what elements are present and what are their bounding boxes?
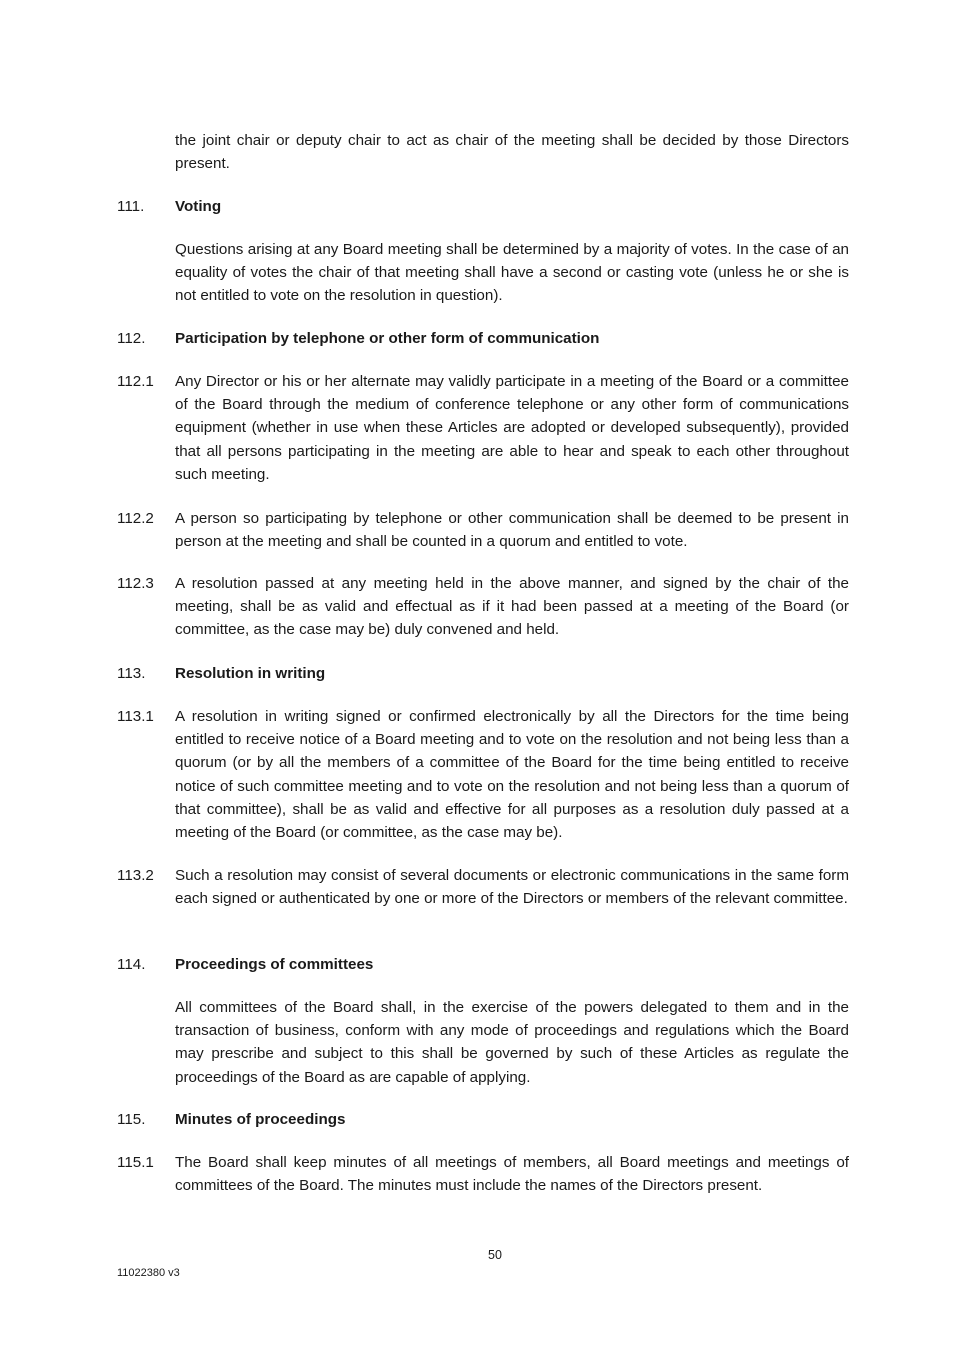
section-heading-resolution-in-writing: Resolution in writing: [175, 665, 326, 682]
clause-text: A resolution passed at any meeting held in the above manner, and signed by the chair of the meeting, shall be as valid and effectual as if it had been passed at a meeting of the Board (or committee, as the case may be) duly convened and held.: [175, 575, 849, 639]
clause-number: 112.3: [117, 575, 154, 592]
clause-text: The Board shall keep minutes of all meetings of members, all Board meetings and meetings of committees of the Board. The minutes must include the names of the Directors present.: [175, 1154, 849, 1195]
clause-text: Any Director or his or her alternate may validly participate in a meeting of the Board or a committee of the Board through the medium of conference telephone or any other form of communications equipment (whether in use when these Articles are adopted or developed subsequently), provided that all persons participating in the meeting are able to hear and speak to each other throughout such meeting.: [175, 373, 849, 483]
clause-number: 112.1: [117, 373, 154, 390]
section-heading-participation: Participation by telephone or other form of communication: [175, 330, 600, 347]
clause-number: 113.1: [117, 708, 154, 725]
clause-text: A person so participating by telephone or other communication shall be deemed to be present in person at the meeting and shall be counted in a quorum and entitled to vote.: [175, 510, 849, 551]
section-number: 112.: [117, 330, 146, 347]
section-heading-proceedings-of-committees: Proceedings of committees: [175, 956, 374, 973]
clause-number: 112.2: [117, 510, 154, 527]
clause-text: A resolution in writing signed or confirmed electronically by all the Directors for the time being entitled to receive notice of a Board meeting and to vote on the resolution and not being less than a quorum (or by all the members of a committee of the Board for the time being entitled to receive notice of such committee meeting and to vote on the resolution and not being less than a quorum of that committee), shall be as valid and effective for all purposes as a resolution duly passed at a meeting of the Board (or committee, as the case may be).: [175, 708, 849, 842]
section-number: 111.: [117, 198, 145, 215]
clause-number: 115.1: [117, 1154, 154, 1171]
section-heading-minutes: Minutes of proceedings: [175, 1111, 346, 1128]
clause-text: Such a resolution may consist of several documents or electronic communications in the same form each signed or authenticated by one or more of the Directors or members of the relevant committee.: [175, 867, 849, 908]
continuation-paragraph: the joint chair or deputy chair to act as chair of the meeting shall be decided by those Directors present.: [175, 132, 849, 173]
clause-number: 113.2: [117, 867, 154, 884]
section-number: 115.: [117, 1111, 146, 1128]
section-body-proceedings-of-committees: All committees of the Board shall, in the exercise of the powers delegated to them and in the transaction of business, conform with any mode of proceedings and regulations which the Board may prescribe and subject to this shall be governed by such of these Articles as regulate the proceedings of the Board as are capable of applying.: [175, 999, 849, 1086]
section-number: 114.: [117, 956, 146, 973]
section-number: 113.: [117, 665, 146, 682]
section-body-voting: Questions arising at any Board meeting shall be determined by a majority of votes. In the case of an equality of votes the chair of that meeting shall have a second or casting vote (unless he or she is not entitled to vote on the resolution in question).: [175, 241, 849, 305]
page-number: 50: [488, 1248, 502, 1262]
section-heading-voting: Voting: [175, 198, 222, 215]
document-reference: 11022380 v3: [117, 1267, 180, 1279]
